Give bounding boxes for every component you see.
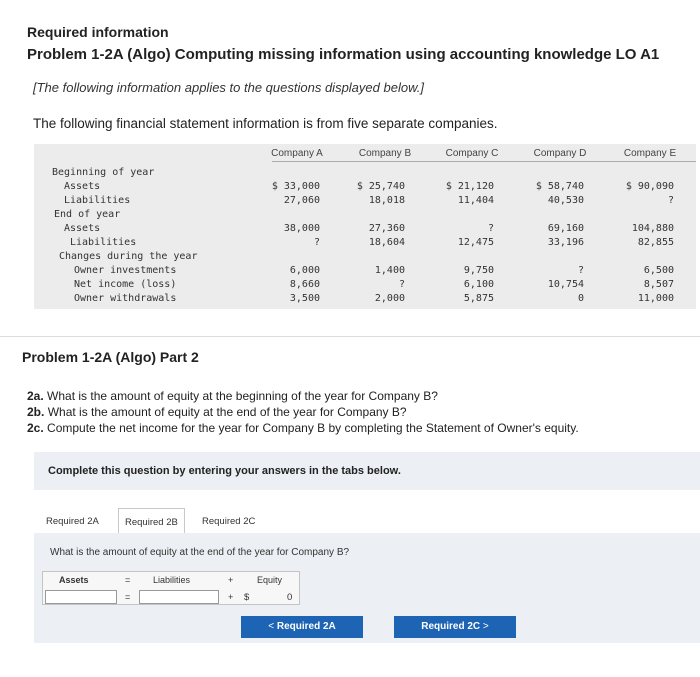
row-label-net-income: Net income (loss) bbox=[74, 279, 177, 290]
equity-value: 0 bbox=[287, 592, 293, 603]
question-2a-label: 2a. bbox=[27, 389, 44, 403]
liabilities-input[interactable] bbox=[139, 590, 219, 604]
row-label-end: End of year bbox=[54, 209, 121, 220]
assets-input[interactable] bbox=[45, 590, 117, 604]
part-title: Problem 1-2A (Algo) Part 2 bbox=[22, 349, 199, 365]
cell-c-liabilities-begin: 11,404 bbox=[457, 195, 494, 206]
cell-d-liabilities-end: 33,196 bbox=[547, 237, 584, 248]
chevron-right-icon: > bbox=[482, 621, 489, 632]
cell-a-liabilities-end: ? bbox=[313, 237, 320, 248]
cell-c-owner-withdrawals: 5,875 bbox=[463, 293, 494, 304]
cell-a-owner-investments: 6,000 bbox=[289, 265, 320, 276]
applies-note: [The following information applies to the questions displayed below.] bbox=[33, 80, 424, 95]
prev-button-label: Required 2A bbox=[276, 621, 336, 632]
intro-text: The following financial statement information is from five separate companies. bbox=[33, 116, 498, 131]
question-2c-label: 2c. bbox=[27, 421, 44, 435]
section-divider bbox=[0, 336, 700, 337]
cell-d-owner-investments: ? bbox=[577, 265, 584, 276]
answer-work-area bbox=[34, 533, 700, 643]
question-2a bbox=[27, 389, 438, 403]
cell-a-owner-withdrawals: 3,500 bbox=[289, 293, 320, 304]
cell-a-assets-begin: $ 33,000 bbox=[271, 181, 320, 192]
chevron-left-icon: < bbox=[268, 621, 275, 632]
work-question: What is the amount of equity at the end of the year for Company B? bbox=[50, 547, 350, 558]
assets-header: Assets bbox=[59, 575, 89, 585]
row-label-assets-begin: Assets bbox=[64, 181, 101, 192]
required-info-heading: Required information bbox=[27, 24, 169, 40]
equals-sign: = bbox=[125, 592, 131, 602]
column-header-company-c: Company C bbox=[445, 148, 499, 159]
tab-required-2c[interactable]: Required 2C bbox=[202, 516, 256, 527]
cell-d-net-income: 10,754 bbox=[547, 279, 584, 290]
required-information-section bbox=[0, 0, 700, 336]
next-button-label: Required 2C bbox=[421, 621, 481, 632]
cell-e-assets-end: 104,880 bbox=[631, 223, 674, 234]
financial-statement-table bbox=[34, 144, 696, 309]
cell-b-owner-withdrawals: 2,000 bbox=[374, 293, 405, 304]
liabilities-header: Liabilities bbox=[153, 575, 191, 585]
cell-e-assets-begin: $ 90,090 bbox=[625, 181, 674, 192]
cell-e-net-income: 8,507 bbox=[643, 279, 674, 290]
equity-dollar-sign: $ bbox=[244, 592, 250, 603]
question-2c bbox=[27, 421, 579, 435]
cell-e-liabilities-end: 82,855 bbox=[637, 237, 674, 248]
plus-sign: + bbox=[228, 592, 234, 602]
cell-c-liabilities-end: 12,475 bbox=[457, 237, 494, 248]
row-label-owner-investments: Owner investments bbox=[74, 265, 177, 276]
cell-a-liabilities-begin: 27,060 bbox=[283, 195, 320, 206]
row-label-changes: Changes during the year bbox=[59, 251, 198, 262]
cell-c-net-income: 6,100 bbox=[463, 279, 494, 290]
question-2a-text: What is the amount of equity at the beginning of the year for Company B? bbox=[47, 389, 438, 403]
equity-header: Equity bbox=[257, 575, 283, 585]
row-label-beginning: Beginning of year bbox=[52, 167, 155, 178]
cell-d-assets-begin: $ 58,740 bbox=[535, 181, 584, 192]
cell-e-owner-withdrawals: 11,000 bbox=[637, 293, 674, 304]
cell-b-assets-end: 27,360 bbox=[368, 223, 405, 234]
cell-a-assets-end: 38,000 bbox=[283, 223, 320, 234]
cell-c-assets-end: ? bbox=[487, 223, 494, 234]
column-header-company-d: Company D bbox=[533, 148, 587, 159]
row-label-owner-withdrawals: Owner withdrawals bbox=[74, 293, 177, 304]
cell-c-owner-investments: 9,750 bbox=[463, 265, 494, 276]
cell-a-net-income: 8,660 bbox=[289, 279, 320, 290]
cell-b-assets-begin: $ 25,740 bbox=[356, 181, 405, 192]
plus-sign-header: + bbox=[228, 575, 234, 585]
cell-b-liabilities-begin: 18,018 bbox=[368, 195, 405, 206]
cell-e-liabilities-begin: ? bbox=[667, 195, 674, 206]
cell-c-assets-begin: $ 21,120 bbox=[445, 181, 494, 192]
tab-required-2a[interactable]: Required 2A bbox=[46, 516, 99, 527]
column-header-company-e: Company E bbox=[623, 148, 677, 159]
next-required-2c-button[interactable] bbox=[394, 616, 516, 638]
tab-required-2b[interactable]: Required 2B bbox=[118, 508, 185, 534]
cell-d-owner-withdrawals: 0 bbox=[577, 293, 584, 304]
column-header-company-b: Company B bbox=[358, 148, 412, 159]
problem-title: Problem 1-2A (Algo) Computing missing information using accounting knowledge LO A1 bbox=[27, 46, 660, 63]
cell-b-owner-investments: 1,400 bbox=[374, 265, 405, 276]
instructions-box bbox=[34, 452, 700, 490]
cell-b-net-income: ? bbox=[398, 279, 405, 290]
instructions-text: Complete this question by entering your answers in the tabs below. bbox=[48, 465, 401, 477]
cell-e-owner-investments: 6,500 bbox=[643, 265, 674, 276]
column-header-company-a: Company A bbox=[271, 148, 323, 159]
question-2b-label: 2b. bbox=[27, 405, 45, 419]
question-2b-text: What is the amount of equity at the end of the year for Company B? bbox=[47, 405, 407, 419]
header-underline bbox=[272, 161, 696, 162]
row-label-assets-end: Assets bbox=[64, 223, 101, 234]
row-label-liabilities-end: Liabilities bbox=[70, 237, 137, 248]
equals-sign-header: = bbox=[125, 575, 131, 585]
cell-b-liabilities-end: 18,604 bbox=[368, 237, 405, 248]
question-2b bbox=[27, 405, 407, 419]
row-label-liabilities-begin: Liabilities bbox=[64, 195, 131, 206]
question-2c-text: Compute the net income for the year for Company B by completing the Statement of Owner's equity. bbox=[47, 421, 579, 435]
prev-required-2a-button[interactable] bbox=[241, 616, 363, 638]
accounting-equation-table bbox=[42, 571, 300, 605]
cell-d-assets-end: 69,160 bbox=[547, 223, 584, 234]
cell-d-liabilities-begin: 40,530 bbox=[547, 195, 584, 206]
